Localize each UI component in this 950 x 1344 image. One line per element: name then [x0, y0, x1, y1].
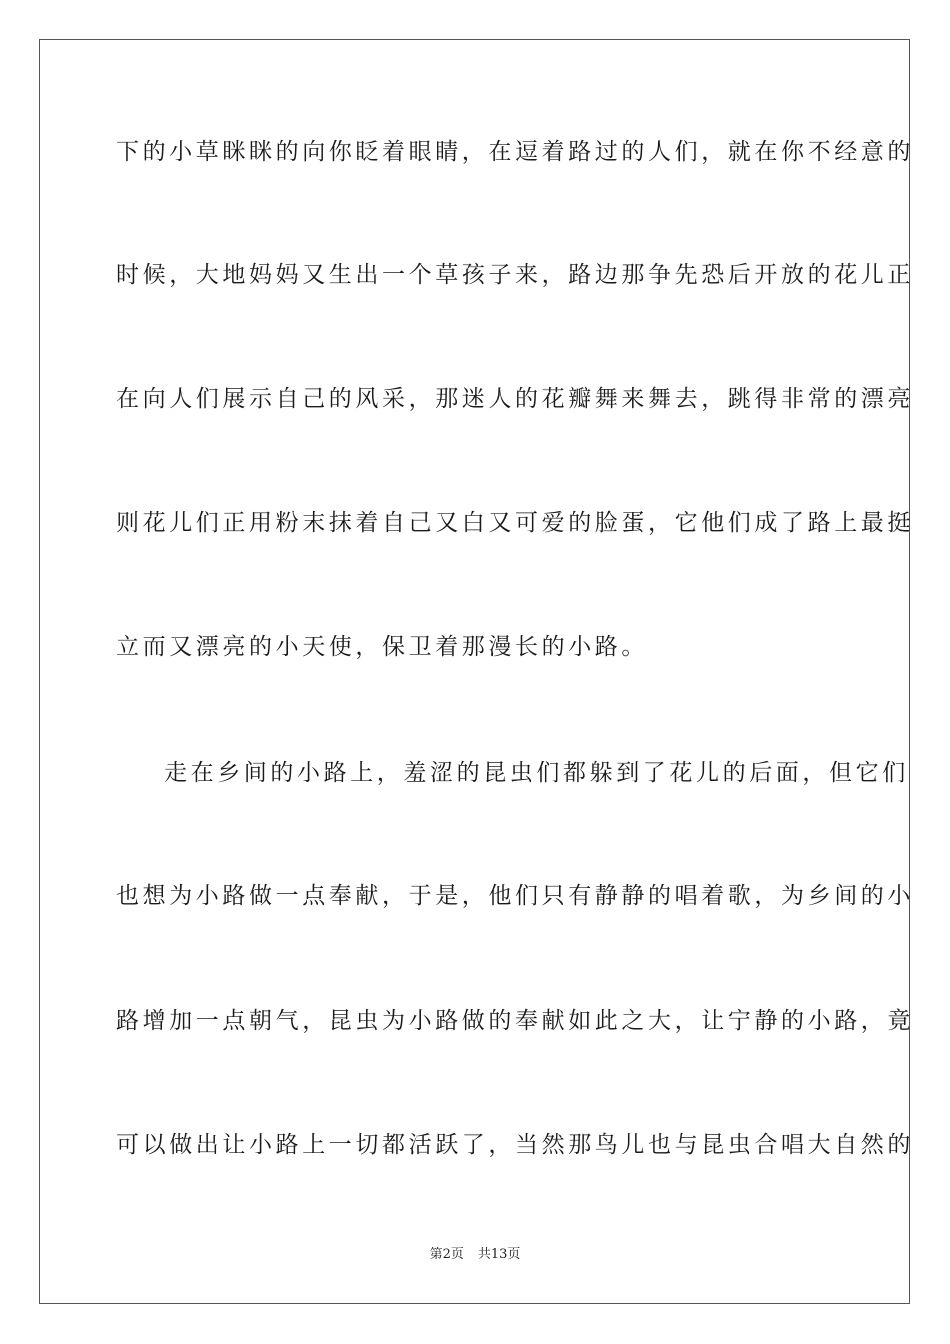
text-line: 可以做出让小路上一切都活跃了，当然那鸟儿也与昆虫合唱大自然的: [116, 1132, 914, 1158]
page-border: [39, 39, 914, 1304]
page-total: 共13页: [477, 1247, 521, 1262]
text-line: 在向人们展示自己的风采，那迷人的花瓣舞来舞去，跳得非常的漂亮: [116, 386, 914, 412]
text-line: 则花儿们正用粉末抹着自己又白又可爱的脸蛋，它他们成了路上最挺: [116, 510, 914, 536]
page-footer: [0, 1246, 950, 1264]
page-number: 第2页: [429, 1247, 464, 1262]
text-line: 立而又漂亮的小天使，保卫着那漫长的小路。: [116, 634, 648, 660]
text-line: 也想为小路做一点奉献，于是，他们只有静静的唱着歌，为乡间的小: [116, 883, 914, 909]
paragraph-start-line: 走在乡间的小路上，羞涩的昆虫们都躲到了花儿的后面，但它们: [164, 760, 909, 786]
text-line: 路增加一点朝气，昆虫为小路做的奉献如此之大，让宁静的小路，竟: [116, 1008, 914, 1034]
text-line: 下的小草眯眯的向你眨着眼睛，在逗着路过的人们，就在你不经意的: [116, 139, 914, 165]
text-line: 时候，大地妈妈又生出一个草孩子来，路边那争先恐后开放的花儿正: [116, 262, 914, 288]
